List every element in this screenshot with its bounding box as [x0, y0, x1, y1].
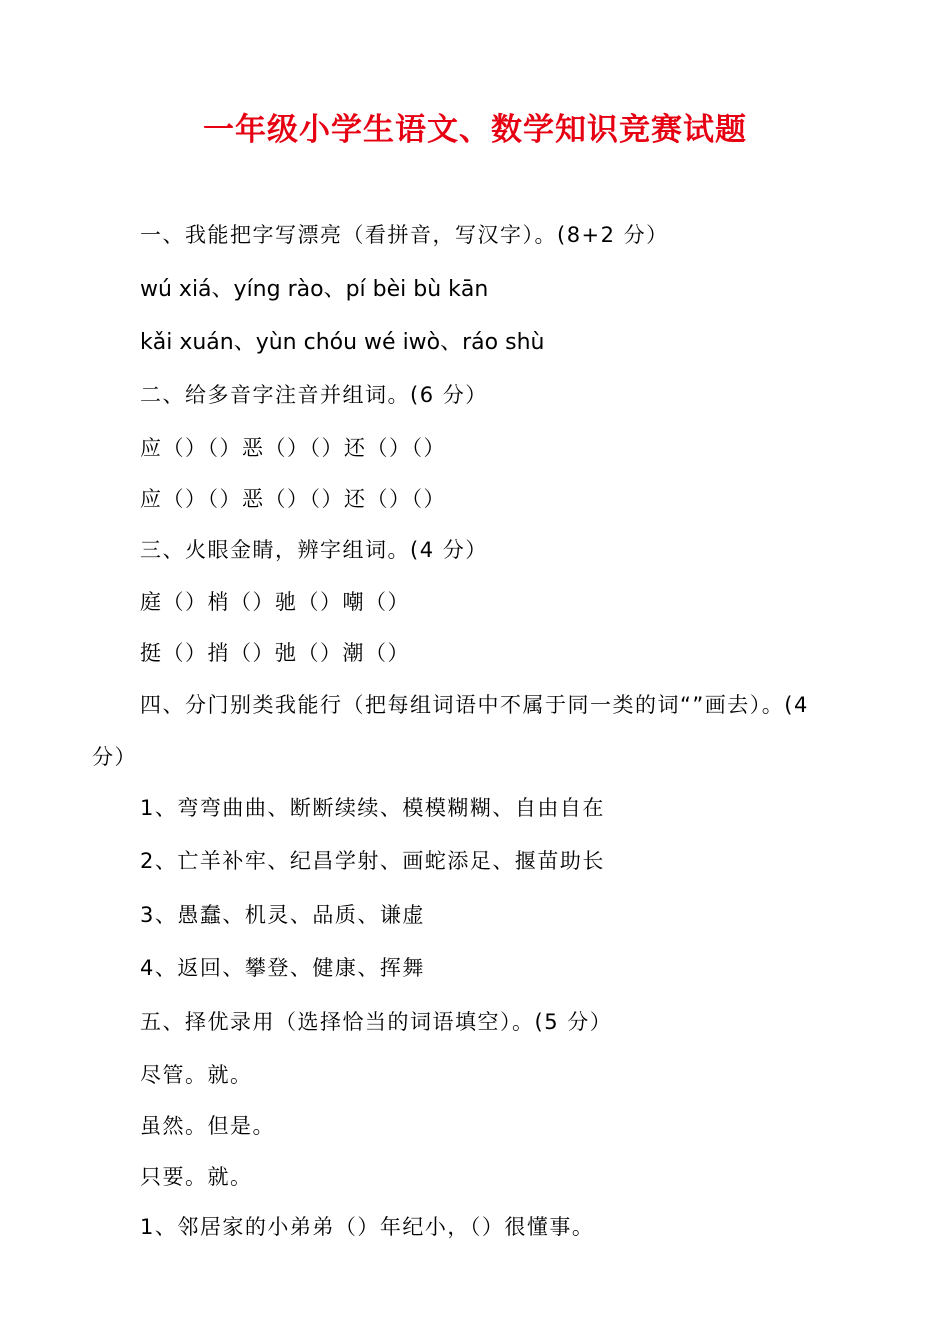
group-item-4: 4、返回、攀登、健康、挥舞 — [140, 956, 425, 980]
group-item-2: 2、亡羊补牢、纪昌学射、画蛇添足、揠苗助长 — [140, 849, 605, 873]
fill-blank-question-1: 1、邻居家的小弟弟（）年纪小，（）很懂事。 — [140, 1215, 595, 1239]
section-4-heading: 四、分门别类我能行（把每组词语中不属于同一类的词“”画去）。(4 — [140, 693, 809, 717]
group-item-3: 3、愚蠢、机灵、品质、谦虚 — [140, 903, 425, 927]
conjunction-option-1: 尽管。就。 — [140, 1063, 253, 1087]
section-3-heading: 三、火眼金睛，辨字组词。(4 分） — [140, 538, 488, 562]
conjunction-option-3: 只要。就。 — [140, 1165, 253, 1189]
conjunction-option-2: 虽然。但是。 — [140, 1114, 275, 1138]
pinyin-line-2: kǎi xuán、yùn chóu wé iwò、ráo shù — [140, 330, 545, 355]
pinyin-line-1: wú xiá、yíng rào、pí bèi bù kān — [140, 277, 489, 302]
section-1-heading: 一、我能把字写漂亮（看拼音，写汉字）。(8+2 分） — [140, 223, 669, 247]
section-2-heading: 二、给多音字注音并组词。(6 分） — [140, 383, 488, 407]
char-line-2: 挺（）捎（）弛（）潮（） — [140, 641, 410, 665]
char-line-1: 庭（）梢（）驰（）嘲（） — [140, 590, 410, 614]
document-title: 一年级小学生语文、数学知识竞赛试题 — [203, 112, 747, 148]
group-item-1: 1、弯弯曲曲、断断续续、模模糊糊、自由自在 — [140, 796, 605, 820]
section-4-heading-wrap: 分） — [92, 745, 137, 769]
polyphone-line-1: 应（）（）恶（）（）还（）（） — [140, 436, 446, 460]
polyphone-line-2: 应（）（）恶（）（）还（）（） — [140, 487, 446, 511]
section-5-heading: 五、择优录用（选择恰当的词语填空）。(5 分） — [140, 1010, 613, 1034]
